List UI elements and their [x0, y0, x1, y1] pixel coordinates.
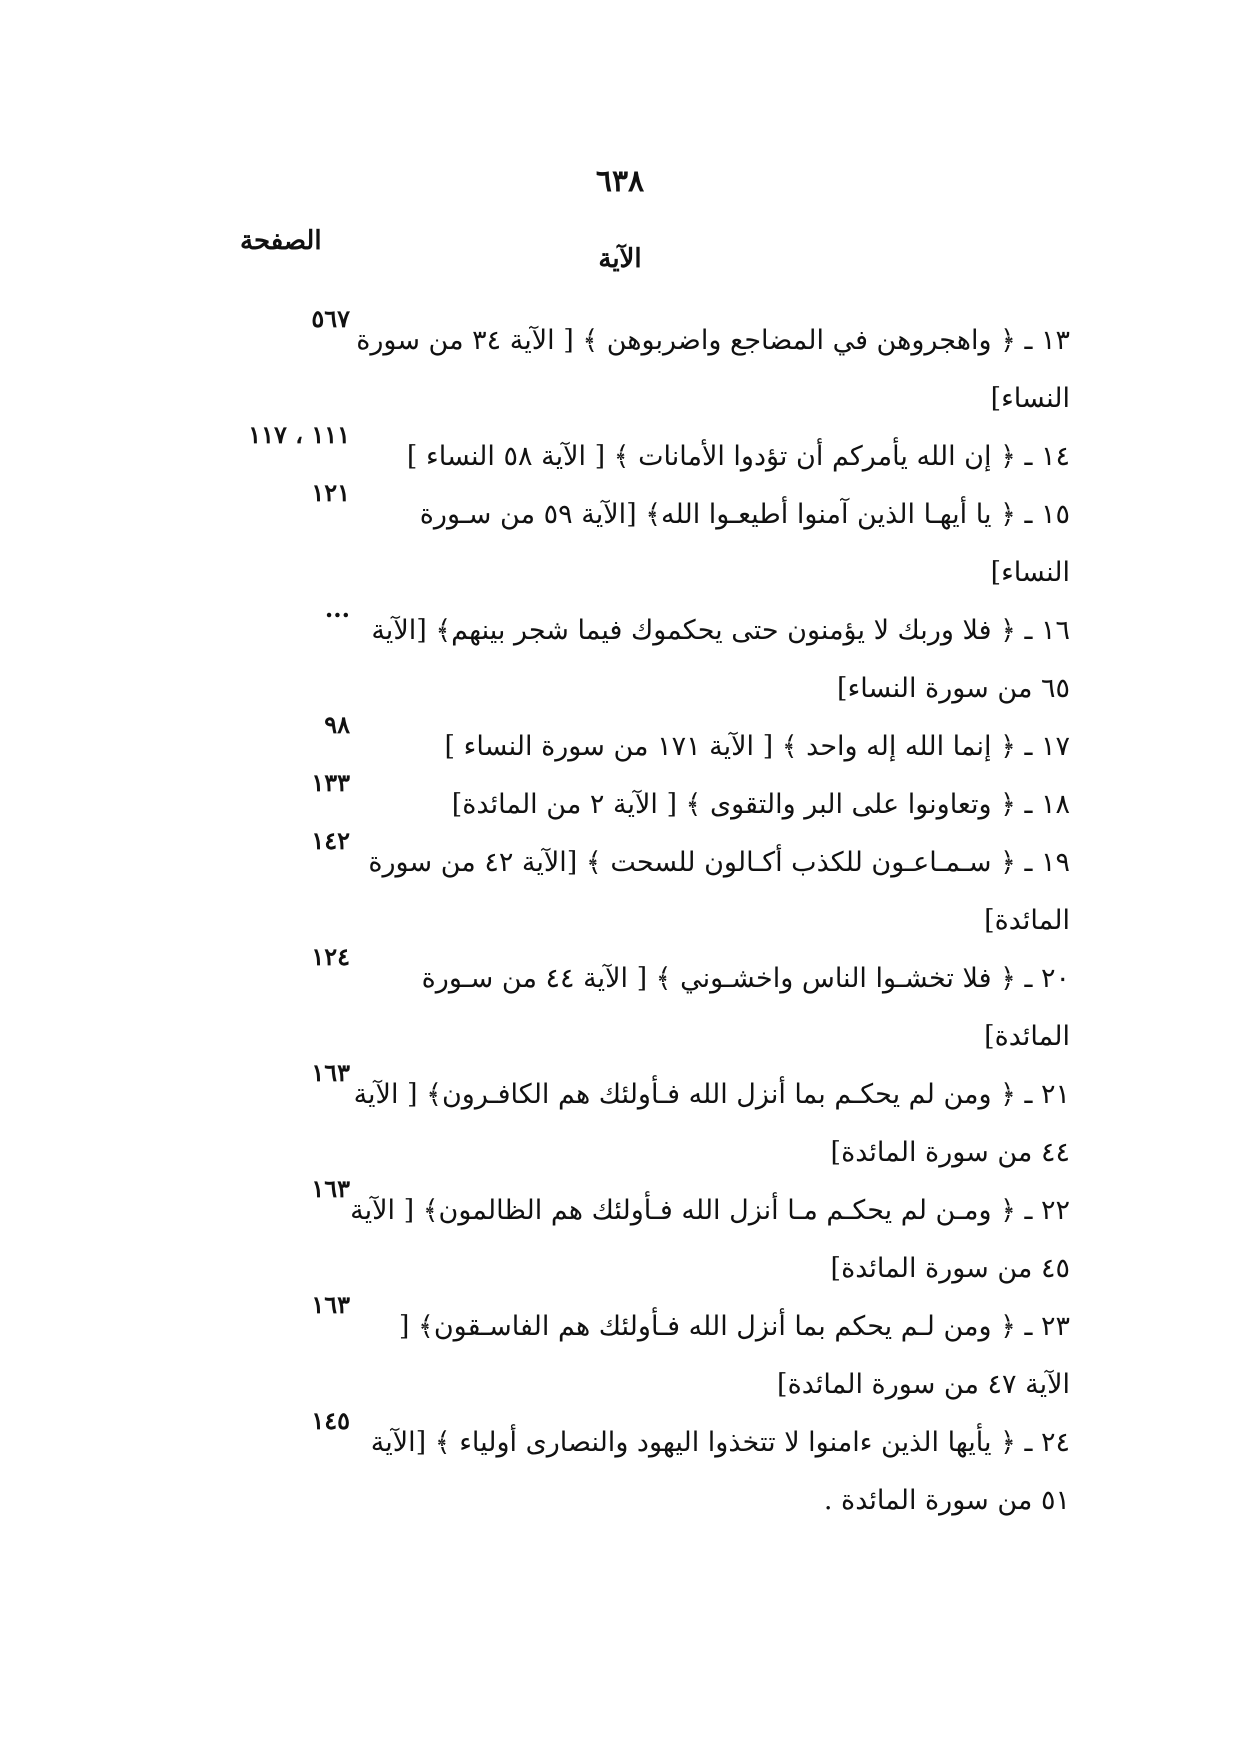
page-reference: ١٢٤	[311, 942, 350, 971]
index-entry	[0, 594, 1240, 718]
verse-reference: ٢٣ ـ ﴿ ومن لـم يحكم بما أنزل الله فـأولئك هم الفاسـقون﴾ [ الآية ٤٧ من سورة المائدة]	[398, 1311, 1070, 1400]
verse-reference: ١٩ ـ ﴿ سـمـاعـون للكذب أكـالون للسحت ﴾ [الآية ٤٢ من سورة المائدة]	[368, 847, 1070, 936]
verse-reference: ٢٤ ـ ﴿ يأيها الذين ءامنوا لا تتخذوا اليهود والنصارى أولياء ﴾ [الآية ٥١ من سورة المائدة .	[370, 1427, 1070, 1516]
page-reference: ١١١ ، ١١٧	[248, 420, 350, 449]
index-entry	[0, 304, 1240, 428]
page-reference: ١٦٣	[311, 1058, 350, 1087]
index-entry	[0, 710, 1240, 776]
page-reference: ٥٦٧	[311, 304, 350, 333]
page-reference: ١٣٣	[311, 768, 350, 797]
index-entry	[0, 1058, 1240, 1182]
verse-reference: ١٣ ـ ﴿ واهجروهن في المضاجع واضربوهن ﴾ [ الآية ٣٤ من سورة النساء]	[356, 325, 1070, 414]
verse-reference: ٢٢ ـ ﴿ ومـن لم يحكـم مـا أنزل الله فـأولئك هم الظالمون﴾ [ الآية ٤٥ من سورة المائدة]	[350, 1195, 1070, 1284]
verse-reference: ١٤ ـ ﴿ إن الله يأمركم أن تؤدوا الأمانات ﴾ [ الآية ٥٨ النساء ]	[406, 441, 1070, 472]
verse-reference: ١٦ ـ ﴿ فلا وربك لا يؤمنون حتى يحكموك فيما شجر بينهم﴾ [الآية ٦٥ من سورة النساء]	[371, 615, 1070, 704]
verse-column-header: الآية	[598, 244, 642, 274]
page-reference: ١٦٣	[311, 1174, 350, 1203]
page-reference: ١٢١	[311, 478, 350, 507]
index-entry	[0, 1174, 1240, 1298]
page-reference: ٩٨	[324, 710, 350, 739]
verse-index-list	[0, 304, 1240, 1530]
index-entry	[0, 1406, 1240, 1530]
page-reference: ١٤٥	[311, 1406, 350, 1435]
verse-reference: ١٥ ـ ﴿ يا أيهـا الذين آمنوا أطيعـوا الله﴾ [الآية ٥٩ من سـورة النساء]	[419, 499, 1070, 588]
page-reference: ١٦٣	[311, 1290, 350, 1319]
verse-reference: ١٨ ـ ﴿ وتعاونوا على البر والتقوى ﴾ [ الآية ٢ من المائدة]	[451, 789, 1070, 820]
verse-reference: ٢١ ـ ﴿ ومن لم يحكـم بما أنزل الله فـأولئك هم الكافـرون﴾ [ الآية ٤٤ من سورة المائدة]	[353, 1079, 1070, 1168]
page-column-header: الصفحة	[240, 226, 322, 256]
index-entry	[0, 826, 1240, 950]
verse-reference: ١٧ ـ ﴿ إنما الله إله واحد ﴾ [ الآية ١٧١ من سورة النساء ]	[444, 731, 1070, 762]
index-entry	[0, 768, 1240, 834]
page-reference: ١٤٢	[311, 826, 350, 855]
page-number: ٦٣٨	[595, 164, 645, 199]
index-entry	[0, 942, 1240, 1066]
page-reference: ...	[324, 594, 350, 623]
index-entry	[0, 478, 1240, 602]
verse-reference: ٢٠ ـ ﴿ فلا تخشـوا الناس واخشـوني ﴾ [ الآية ٤٤ من سـورة المائدة]	[421, 963, 1070, 1052]
index-entry	[0, 1290, 1240, 1414]
index-entry	[0, 420, 1240, 486]
